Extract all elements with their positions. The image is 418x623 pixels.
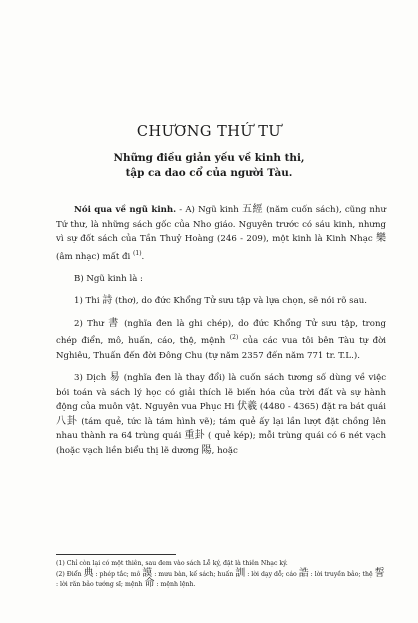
chinese-characters: 伏羲	[237, 401, 258, 413]
text-run: : phép tắc; mô	[93, 570, 143, 578]
text-run: : mệnh lệnh.	[154, 581, 196, 588]
text-run: : lời truyền bảo; thệ	[308, 570, 375, 578]
footnote-divider	[56, 554, 176, 555]
chinese-characters: 陽	[201, 444, 212, 456]
text-run: (năm cuốn sách), cũng như Tứ thư, là những sách gốc của Nho giáo. Nguyên trước có sáu kinh, nhưng vì sự đốt sách của Tần Thuỷ Hoàng (246 - 209), một kinh là Kinh Nhạc	[56, 205, 387, 244]
footnote-ref: (2)	[229, 334, 239, 342]
text-run: ( quẻ kép); mỗi trùng quái có 6 nét vạch (hoặc vạch liền biểu thị lẽ dương	[56, 431, 386, 456]
text-run: (nghĩa đen là ghi chép), do đức Khổng Tử sưu tập, trong chép điển, mô, huấn, cáo, thệ, mệnh	[56, 318, 386, 347]
chinese-characters: 書	[108, 317, 120, 329]
chinese-characters: 八卦	[56, 415, 78, 427]
text-run: 2) Thư	[74, 318, 109, 329]
text-run: : mưu bàn, kế sách; huấn	[152, 570, 236, 578]
body-text	[56, 203, 386, 466]
chapter-subtitle-line-2: tập ca dao cổ của người Tàu.	[125, 167, 293, 179]
paragraph-ngu-kinh-intro	[56, 203, 386, 264]
chinese-characters: 樂	[376, 233, 386, 244]
text-run: : lời răn bảo tướng sĩ; mệnh	[56, 581, 145, 588]
chinese-characters: 訓	[235, 567, 246, 579]
text-run: (thơ), do đức Khổng Tử sưu tập và lựa chọn, sẽ nói rõ sau.	[112, 296, 367, 307]
text-run: (4480 - 4365) đặt ra bát quái	[257, 402, 386, 413]
text-run: , hoặc	[211, 445, 238, 456]
chinese-characters: 誓	[374, 567, 385, 579]
chinese-characters: 重卦	[184, 430, 205, 442]
paragraph-dich	[56, 371, 386, 458]
footnote-2	[56, 569, 386, 590]
text-run: (tám quẻ, tức là tám hình vẽ); tám quẻ ấy lại lần lượt đặt chồng lên nhau thành ra 64 trùng quái	[56, 416, 387, 442]
paragraph-thi	[56, 294, 386, 309]
footnote-ref: (1)	[133, 249, 142, 257]
text-run: - A) Ngũ kinh	[176, 205, 242, 215]
text-run: 3) Dịch	[74, 373, 110, 384]
chinese-characters: 命	[144, 578, 155, 589]
paragraph-ngu-kinh-list-intro: B) Ngũ kinh là :	[74, 273, 143, 284]
chinese-characters: 詩	[102, 295, 113, 307]
footnotes	[56, 559, 386, 590]
chinese-characters: 五經	[242, 204, 263, 215]
text-run: : lời dạy dỗ; cáo	[245, 570, 299, 578]
chinese-characters: 謨	[142, 567, 153, 579]
text-run: của các vua tôi bên Tàu tự đời Nghiêu, Thuấn đến đời Đông Chu (tự năm 2357 đến năm 771 tr. T.L.).	[56, 336, 387, 361]
chinese-characters: 誥	[298, 567, 309, 579]
footnote-1: (1) Chỉ còn lại có một thiên, sau đem vào sách Lễ ký, đặt là thiên Nhạc ký.	[56, 560, 288, 567]
text-run: (nghĩa đen là thay đổi) là cuốn sách tương số dùng về việc bói toán và sách lý học có giải thích lẽ biến hóa của trời đất và sự hành động của muôn vật. Nguyên vua Phục Hi	[56, 373, 387, 413]
text-run: (2) Điển	[56, 570, 84, 578]
chinese-characters: 典	[83, 567, 94, 579]
chapter-subtitle-line-1: Những điều giản yếu về kinh thi,	[113, 152, 305, 164]
text-run: (âm nhạc) mất đi	[56, 251, 134, 262]
chapter-title: CHƯƠNG THỨ TƯ	[136, 124, 282, 140]
paragraph-thu	[56, 317, 386, 363]
text-run: 1) Thi	[74, 296, 103, 307]
text-run: .	[141, 251, 145, 262]
paragraph-lead: Nói qua về ngũ kinh.	[74, 205, 177, 215]
chinese-characters: 易	[109, 372, 121, 384]
